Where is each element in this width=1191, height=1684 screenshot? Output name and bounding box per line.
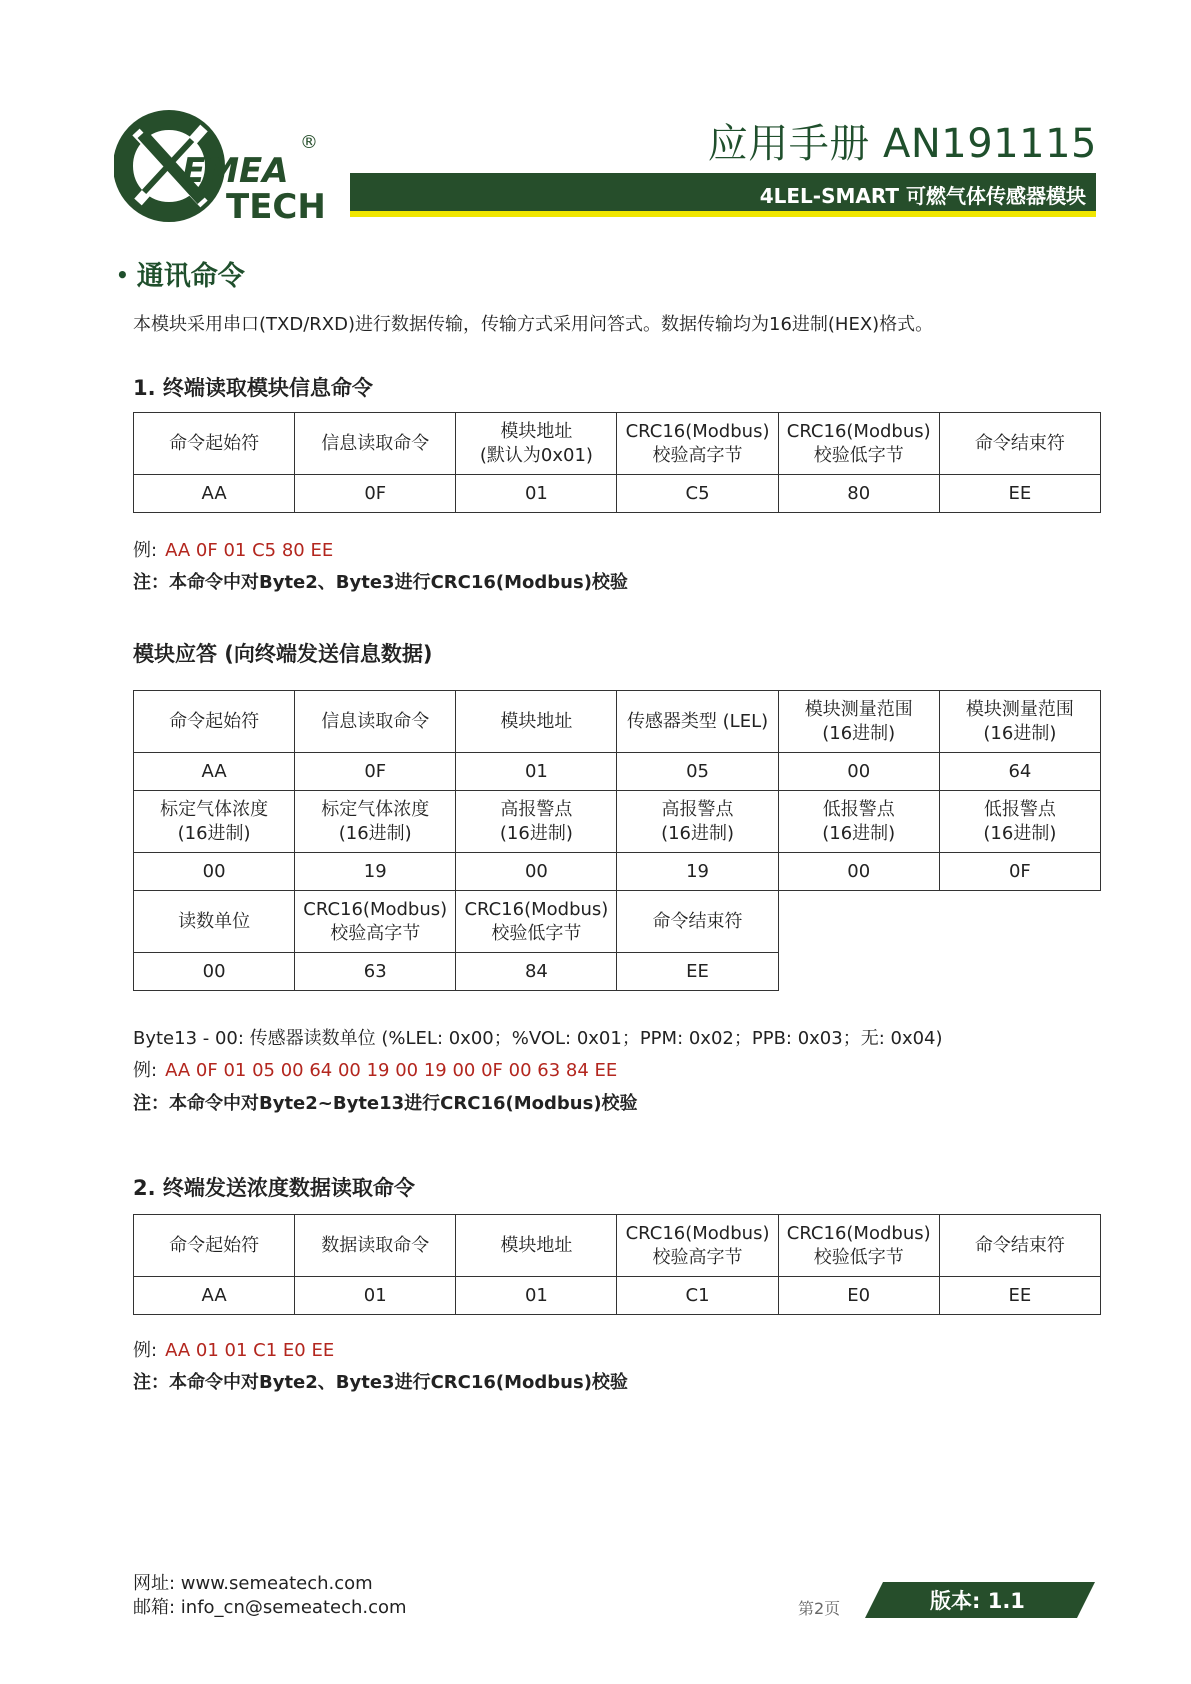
website-link[interactable]: 网址: www.semeatech.com	[133, 1573, 373, 1594]
table-cell: C5	[617, 475, 778, 513]
table-cell: 84	[456, 953, 617, 991]
table-cell: 63	[295, 953, 456, 991]
bullet-icon: •	[116, 263, 129, 287]
reply-note: 注：本命令中对Byte2~Byte13进行CRC16(Modbus)校验	[133, 1093, 638, 1114]
table-header-cell: 高报警点 (16进制)	[456, 791, 617, 853]
intro-paragraph: 本模块采用串口(TXD/RXD)进行数据传输，传输方式采用问答式。数据传输均为16进制(HEX)格式。	[133, 314, 934, 335]
table-cell: 01	[456, 475, 617, 513]
table-header-cell: CRC16(Modbus) 校验低字节	[778, 413, 939, 475]
table-cell: 19	[617, 853, 778, 891]
table-cell: EE	[939, 475, 1100, 513]
table-cell: 00	[134, 853, 295, 891]
table-cell: 0F	[295, 753, 456, 791]
table-header-cell: 模块地址	[456, 691, 617, 753]
table-header-cell: 命令起始符	[134, 691, 295, 753]
table-cell: 01	[456, 753, 617, 791]
table-header-cell: 标定气体浓度 (16进制)	[134, 791, 295, 853]
cmd1-example	[133, 536, 333, 562]
empty-cell	[939, 953, 1100, 991]
example-label: 例:	[133, 1060, 158, 1081]
example-label: 例:	[133, 1340, 158, 1361]
table-cell: 64	[939, 753, 1100, 791]
header-accent-stripe	[350, 211, 1096, 217]
semeatech-logo	[114, 104, 344, 234]
table-cell: 05	[617, 753, 778, 791]
document-title: 应用手册 AN191115	[707, 121, 1097, 167]
logo-text-emea: EMEA	[182, 151, 289, 191]
table-cell: E0	[778, 1277, 939, 1315]
empty-cell	[778, 953, 939, 991]
table-header-cell: 模块测量范围 (16进制)	[939, 691, 1100, 753]
table-header-cell: 模块地址	[456, 1215, 617, 1277]
logo-text-tech: TECH	[226, 187, 326, 227]
footer-contact	[133, 1572, 407, 1620]
table-header-cell: 命令结束符	[939, 413, 1100, 475]
reply-table	[133, 690, 1101, 991]
table-cell: 00	[778, 753, 939, 791]
cmd2-note: 注：本命令中对Byte2、Byte3进行CRC16(Modbus)校验	[133, 1372, 628, 1393]
table-header-cell: 模块测量范围 (16进制)	[778, 691, 939, 753]
cmd1-heading: 1. 终端读取模块信息命令	[133, 376, 373, 400]
section-title-text: 通讯命令	[136, 261, 245, 292]
cmd1-note: 注：本命令中对Byte2、Byte3进行CRC16(Modbus)校验	[133, 572, 628, 593]
table-header-cell: 低报警点 (16进制)	[778, 791, 939, 853]
table-header-cell: 标定气体浓度 (16进制)	[295, 791, 456, 853]
section-title	[116, 254, 245, 293]
table-header-cell: 高报警点 (16进制)	[617, 791, 778, 853]
table-cell: 19	[295, 853, 456, 891]
table-header-cell: CRC16(Modbus) 校验高字节	[617, 1215, 778, 1277]
example-bytes: AA 01 01 C1 E0 EE	[165, 1340, 335, 1361]
table-header-cell: 命令起始符	[134, 1215, 295, 1277]
table-cell: EE	[939, 1277, 1100, 1315]
table-header-cell: 命令结束符	[617, 891, 778, 953]
table-header-cell: 读数单位	[134, 891, 295, 953]
header-bar	[350, 173, 1096, 211]
table-cell: 00	[456, 853, 617, 891]
cmd2-table	[133, 1214, 1101, 1315]
table-cell: AA	[134, 753, 295, 791]
reply-heading: 模块应答 (向终端发送信息数据)	[133, 642, 433, 666]
table-header-cell: CRC16(Modbus) 校验低字节	[456, 891, 617, 953]
table-header-cell: CRC16(Modbus) 校验高字节	[617, 413, 778, 475]
table-header-cell: 命令起始符	[134, 413, 295, 475]
table-header-cell: 信息读取命令	[295, 691, 456, 753]
table-cell: EE	[617, 953, 778, 991]
table-header-cell: 数据读取命令	[295, 1215, 456, 1277]
empty-cell	[778, 891, 939, 953]
example-label: 例:	[133, 540, 158, 561]
table-cell: 01	[456, 1277, 617, 1315]
table-header-cell: 模块地址 (默认为0x01)	[456, 413, 617, 475]
email-link[interactable]: 邮箱: info_cn@semeatech.com	[133, 1597, 407, 1618]
table-header-cell: 命令结束符	[939, 1215, 1100, 1277]
example-bytes: AA 0F 01 C5 80 EE	[165, 540, 334, 561]
table-header-cell: CRC16(Modbus) 校验低字节	[778, 1215, 939, 1277]
table-cell: 00	[134, 953, 295, 991]
table-header-cell: CRC16(Modbus) 校验高字节	[295, 891, 456, 953]
table-cell: AA	[134, 1277, 295, 1315]
table-cell: 00	[778, 853, 939, 891]
example-bytes: AA 0F 01 05 00 64 00 19 00 19 00 0F 00 63 84 EE	[165, 1060, 618, 1081]
empty-cell	[939, 891, 1100, 953]
table-header-cell: 低报警点 (16进制)	[939, 791, 1100, 853]
table-cell: AA	[134, 475, 295, 513]
product-subtitle: 4LEL-SMART 可燃气体传感器模块	[759, 184, 1086, 208]
table-cell: 0F	[939, 853, 1100, 891]
table-header-cell: 信息读取命令	[295, 413, 456, 475]
table-cell: 0F	[295, 475, 456, 513]
byte13-note: Byte13 - 00: 传感器读数单位 (%LEL: 0x00；%VOL: 0x01；PPM: 0x02；PPB: 0x03；无: 0x04)	[133, 1028, 943, 1049]
table-cell: 01	[295, 1277, 456, 1315]
reply-example	[133, 1056, 617, 1082]
version-label: 版本: 1.1	[930, 1589, 1025, 1613]
table-cell: 80	[778, 475, 939, 513]
cmd2-example	[133, 1336, 334, 1362]
registered-mark: ®	[300, 132, 318, 153]
cmd1-table	[133, 412, 1101, 513]
cmd2-heading: 2. 终端发送浓度数据读取命令	[133, 1176, 415, 1200]
table-cell: C1	[617, 1277, 778, 1315]
table-header-cell: 传感器类型 (LEL)	[617, 691, 778, 753]
page-number: 第2页	[798, 1599, 841, 1618]
